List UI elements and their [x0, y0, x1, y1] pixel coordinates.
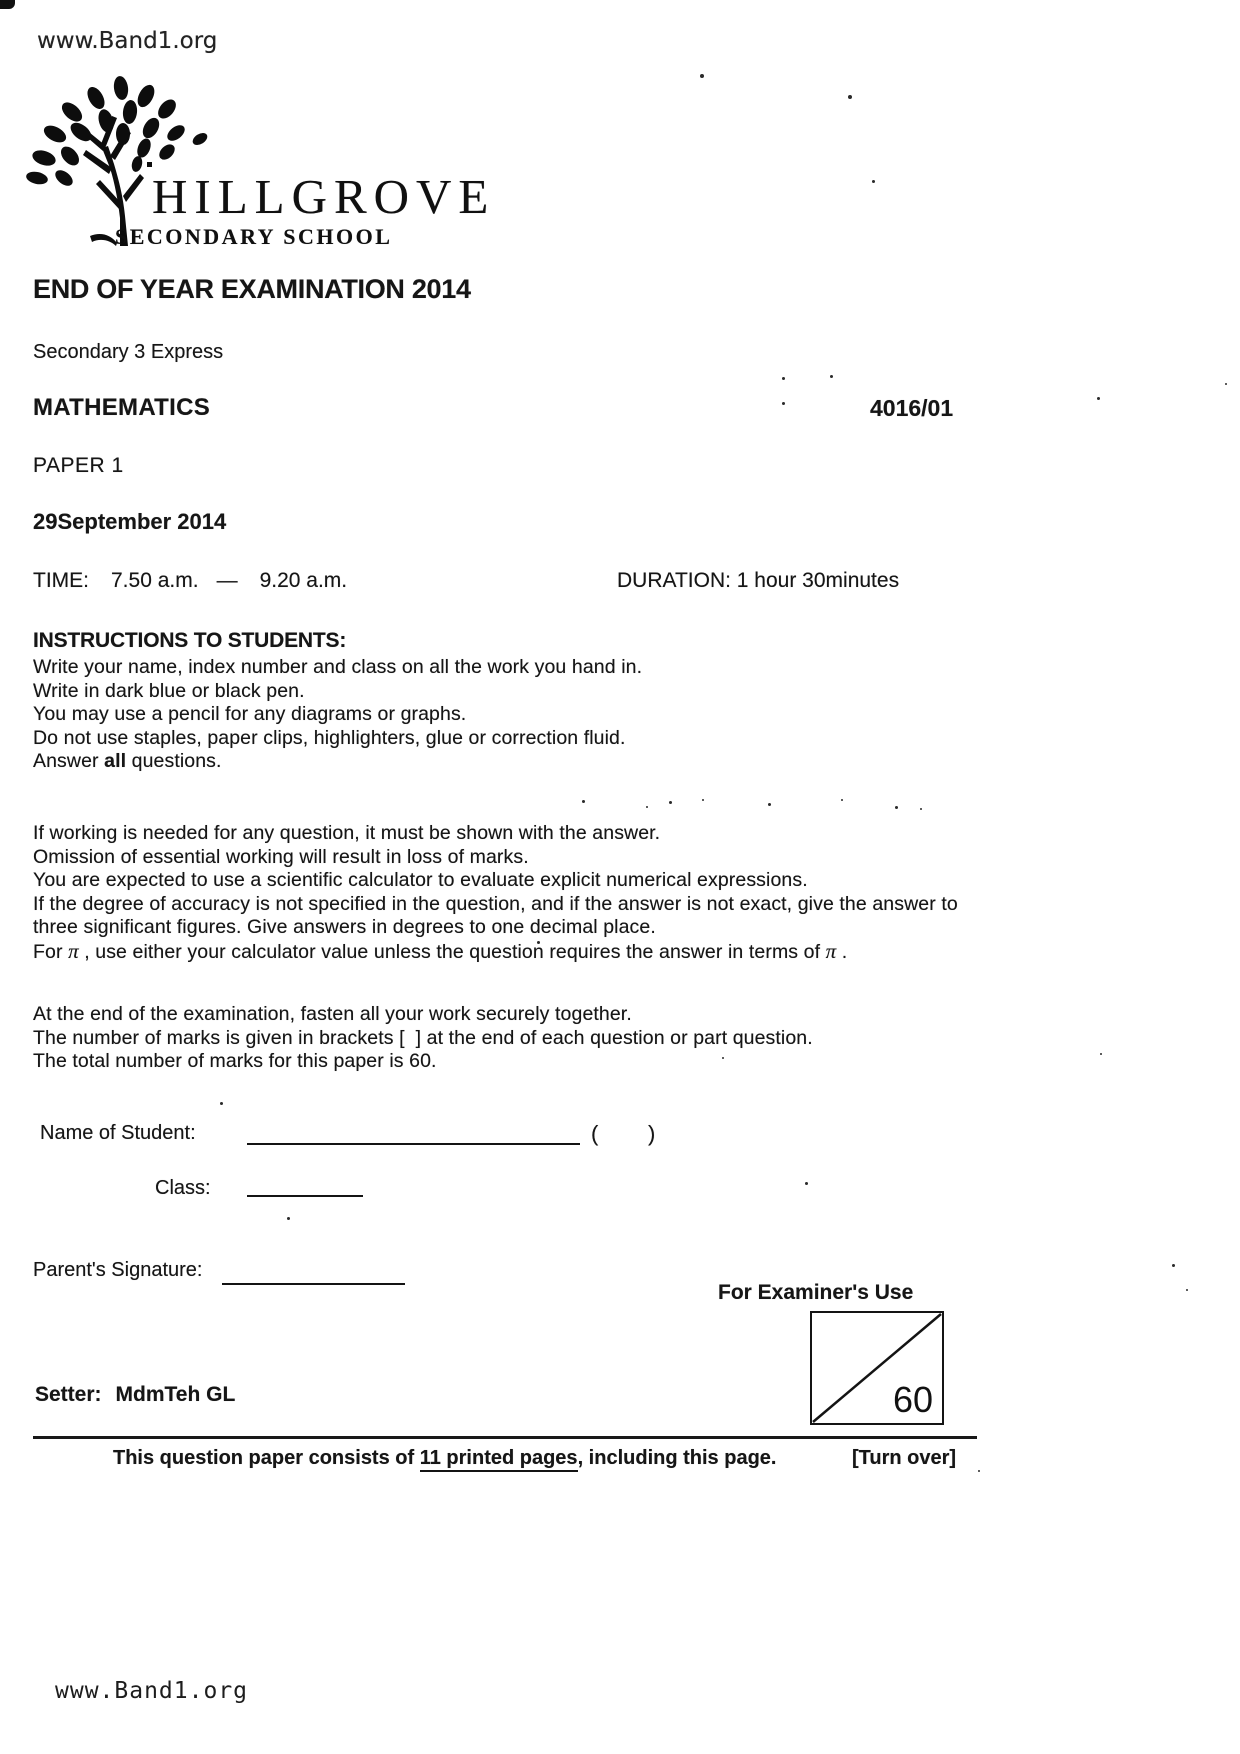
time-label: TIME: — [33, 569, 89, 592]
exam-subject: MATHEMATICS — [33, 394, 211, 421]
page-count-note: This question paper consists of 11 printed pages, including this page. — [113, 1447, 776, 1470]
scan-noise-dot — [1172, 1264, 1175, 1267]
scan-noise-dot — [895, 806, 898, 809]
name-of-student-label: Name of Student: — [40, 1122, 196, 1144]
scan-noise-dot — [287, 1217, 290, 1220]
duration-value: 1 hour 30minutes — [736, 569, 900, 592]
examiner-box — [810, 1311, 944, 1425]
setter-row — [35, 1383, 235, 1407]
class-field-line — [247, 1195, 363, 1197]
time-row — [33, 569, 347, 593]
scan-noise-dot — [1097, 397, 1100, 400]
answer-all-bold: all — [104, 750, 127, 772]
pi-symbol: π — [68, 938, 79, 963]
pi-symbol: π — [825, 938, 837, 963]
duration-label: DURATION: — [617, 569, 731, 592]
scan-noise-dot — [220, 1102, 223, 1105]
total-marks-value: 60 — [892, 1379, 933, 1420]
divider-rule — [33, 1436, 977, 1439]
turn-over-label: [Turn over] — [852, 1447, 957, 1469]
school-subtitle: SECONDARY SCHOOL — [115, 224, 393, 249]
school-name: HILLGROVE — [152, 169, 496, 224]
scan-noise-dot — [872, 180, 875, 183]
scan-noise-dot — [1186, 1289, 1188, 1291]
instructions-paragraph-3 — [33, 1003, 1083, 1074]
instruction-line: If the degree of accuracy is not specified in the question, and if the answer is not exact, give the answer to — [33, 892, 958, 915]
name-field-line — [247, 1143, 580, 1145]
instruction-line-answer-all: Answer all questions. — [33, 750, 222, 772]
time-dash: — — [216, 569, 238, 592]
instructions-heading: INSTRUCTIONS TO STUDENTS: — [33, 629, 347, 652]
instruction-line: You are expected to use a scientific calculator to evaluate explicit numerical expressions. — [33, 869, 808, 891]
scan-noise-dot — [805, 1182, 808, 1185]
scan-noise-dot — [848, 95, 852, 99]
class-label: Class: — [155, 1177, 211, 1199]
scan-noise-dot — [700, 74, 704, 78]
time-end-value: 9.20 a.m. — [259, 569, 348, 592]
printed-pages-underlined: 11 printed pages — [420, 1447, 578, 1472]
instruction-line: Omission of essential working will result in loss of marks. — [33, 845, 529, 868]
exam-title: END OF YEAR EXAMINATION 2014 — [33, 274, 471, 304]
footer-url: www.Band1.org — [55, 1678, 249, 1704]
scan-noise-dot — [1225, 383, 1227, 385]
instruction-line: three significant figures. Give answers in degrees to one decimal place. — [33, 916, 656, 938]
name-paren-close: ) — [648, 1121, 656, 1146]
instruction-line: The total number of marks for this paper is 60. — [33, 1050, 437, 1072]
instructions-paragraph-2 — [33, 822, 1093, 964]
signature-field-line — [222, 1283, 405, 1285]
exam-paper-number: PAPER 1 — [33, 454, 124, 477]
instructions-paragraph-1 — [33, 656, 1083, 774]
scan-noise-dot — [646, 806, 648, 808]
header-url: www.Band1.org — [37, 28, 218, 54]
scan-noise-dot — [768, 803, 771, 806]
name-paren-open: ( — [591, 1121, 599, 1146]
scan-noise-dot — [782, 377, 785, 380]
scan-corner-speck — [0, 0, 15, 9]
exam-level: Secondary 3 Express — [33, 341, 224, 363]
instruction-line: Do not use staples, paper clips, highlighters, glue or correction fluid. — [33, 726, 626, 749]
scan-noise-dot — [978, 1470, 980, 1472]
scan-noise-dot — [782, 402, 785, 405]
time-start-value: 7.50 a.m. — [111, 569, 199, 592]
instruction-line: If working is needed for any question, it must be shown with the answer. — [33, 822, 661, 844]
setter-label: Setter: — [35, 1383, 102, 1406]
duration-row — [617, 569, 899, 593]
scan-noise-dot — [1100, 1053, 1102, 1055]
school-logo — [24, 76, 504, 249]
scan-noise-dot — [841, 799, 843, 801]
scan-noise-dot — [702, 799, 704, 801]
scan-noise-dot — [669, 801, 672, 804]
scan-noise-dot — [582, 800, 585, 803]
instruction-line: Write your name, index number and class on all the work you hand in. — [33, 656, 643, 678]
instruction-line-pi: For π , use either your calculator value unless the question requires the answer in terms of π . — [33, 938, 848, 963]
instruction-line: You may use a pencil for any diagrams or graphs. — [33, 703, 467, 725]
instruction-line: At the end of the examination, fasten all your work securely together. — [33, 1003, 632, 1025]
exam-paper-code: 4016/01 — [870, 395, 954, 421]
parent-signature-label: Parent's Signature: — [33, 1259, 203, 1281]
scan-noise-dot — [830, 375, 833, 378]
exam-date: 29September 2014 — [33, 509, 227, 534]
setter-name: MdmTeh GL — [115, 1383, 236, 1406]
scan-noise-dot — [920, 808, 922, 810]
examiner-use-heading: For Examiner's Use — [718, 1281, 914, 1304]
instruction-line: Write in dark blue or black pen. — [33, 679, 305, 702]
instruction-line: The number of marks is given in brackets [ ] at the end of each question or part question. — [33, 1026, 813, 1049]
